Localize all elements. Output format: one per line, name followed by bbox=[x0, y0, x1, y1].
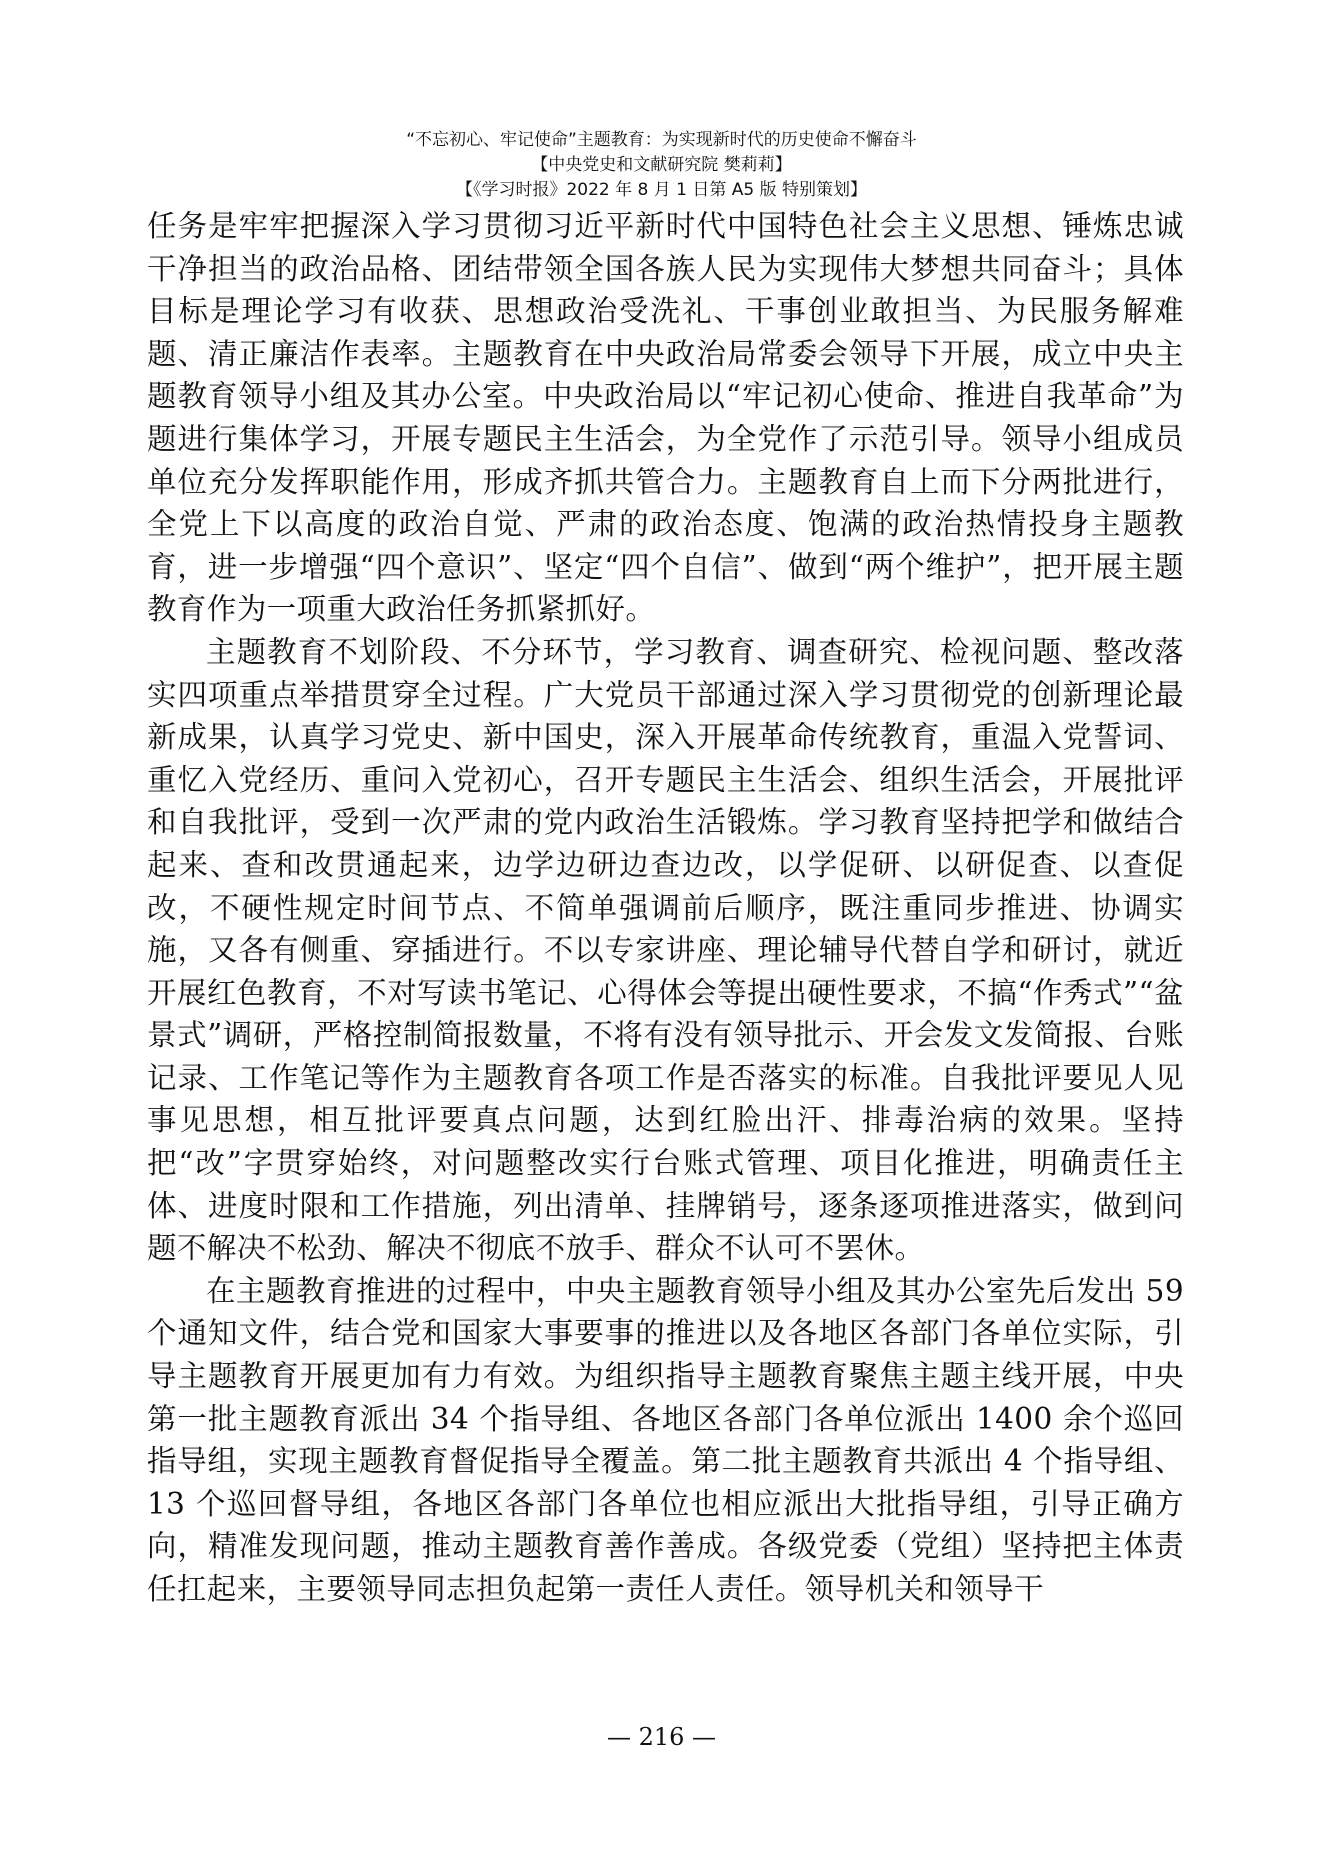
page-number: — 216 — bbox=[606, 1723, 717, 1751]
paragraph: 任务是牢牢把握深入学习贯彻习近平新时代中国特色社会主义思想、锤炼忠诚干净担当的政治品格、团结带领全国各族人民为实现伟大梦想共同奋斗；具体目标是理论学习有收获、思想政治受洗礼、干事创业敢担当、为民服务解难题、清正廉洁作表率。主题教育在中央政治局常委会领导下开展，成立中央主题教育领导小组及其办公室。中央政治局以“牢记初心使命、推进自我革命”为题进行集体学习，开展专题民主生活会，为全党作了示范引导。领导小组成员单位充分发挥职能作用，形成齐抓共管合力。主题教育自上而下分两批进行，全党上下以高度的政治自觉、严肃的政治态度、饱满的政治热情投身主题教育，进一步增强“四个意识”、坚定“四个自信”、做到“两个维护”，把开展主题教育作为一项重大政治任务抓紧抓好。 bbox=[147, 209, 1184, 627]
author-line: 【中央党史和文献研究院 樊莉莉】 bbox=[531, 155, 792, 175]
page-header bbox=[0, 128, 1323, 203]
paragraph: 在主题教育推进的过程中，中央主题教育领导小组及其办公室先后发出 59 个通知文件，结合党和国家大事要事的推进以及各地区各部门各单位实际，引导主题教育开展更加有力有效。为组织指导主题教育聚焦主题主线开展，中央第一批主题教育派出 34 个指导组、各地区各部门各单位派出 1400 余个巡回指导组，实现主题教育督促指导全覆盖。第二批主题教育共派出 4 个指导组、13 个巡回督导组，各地区各部门各单位也相应派出大批指导组，引导正确方向，精准发现问题，推动主题教育善作善成。各级党委（党组）坚持把主体责任扛起来，主要领导同志担负起第一责任人责任。领导机关和领导干 bbox=[147, 1273, 1184, 1606]
paragraph: 主题教育不划阶段、不分环节，学习教育、调查研究、检视问题、整改落实四项重点举措贯穿全过程。广大党员干部通过深入学习贯彻党的创新理论最新成果，认真学习党史、新中国史，深入开展革命传统教育，重温入党誓词、重忆入党经历、重问入党初心，召开专题民主生活会、组织生活会，开展批评和自我批评，受到一次严肃的党内政治生活锻炼。学习教育坚持把学和做结合起来、查和改贯通起来，边学边研边查边改，以学促研、以研促查、以查促改，不硬性规定时间节点、不简单强调前后顺序，既注重同步推进、协调实施，又各有侧重、穿插进行。不以专家讲座、理论辅导代替自学和研讨，就近开展红色教育，不对写读书笔记、心得体会等提出硬性要求，不搞“作秀式”“盆景式”调研，严格控制简报数量，不将有没有领导批示、开会发文发简报、台账记录、工作笔记等作为主题教育各项工作是否落实的标准。自我批评要见人见事见思想，相互批评要真点问题，达到红脸出汗、排毒治病的效果。坚持把“改”字贯穿始终，对问题整改实行台账式管理、项目化推进，明确责任主体、进度时限和工作措施，列出清单、挂牌销号，逐条逐项推进落实，做到问题不解决不松劲、解决不彻底不放手、群众不认可不罢休。 bbox=[147, 634, 1184, 1266]
article-body bbox=[147, 205, 1184, 1611]
source-line: 【《学习时报》2022 年 8 月 1 日第 A5 版 特别策划】 bbox=[455, 180, 868, 200]
article-title: “不忘初心、牢记使命”主题教育：为实现新时代的历史使命不懈奋斗 bbox=[406, 130, 917, 150]
